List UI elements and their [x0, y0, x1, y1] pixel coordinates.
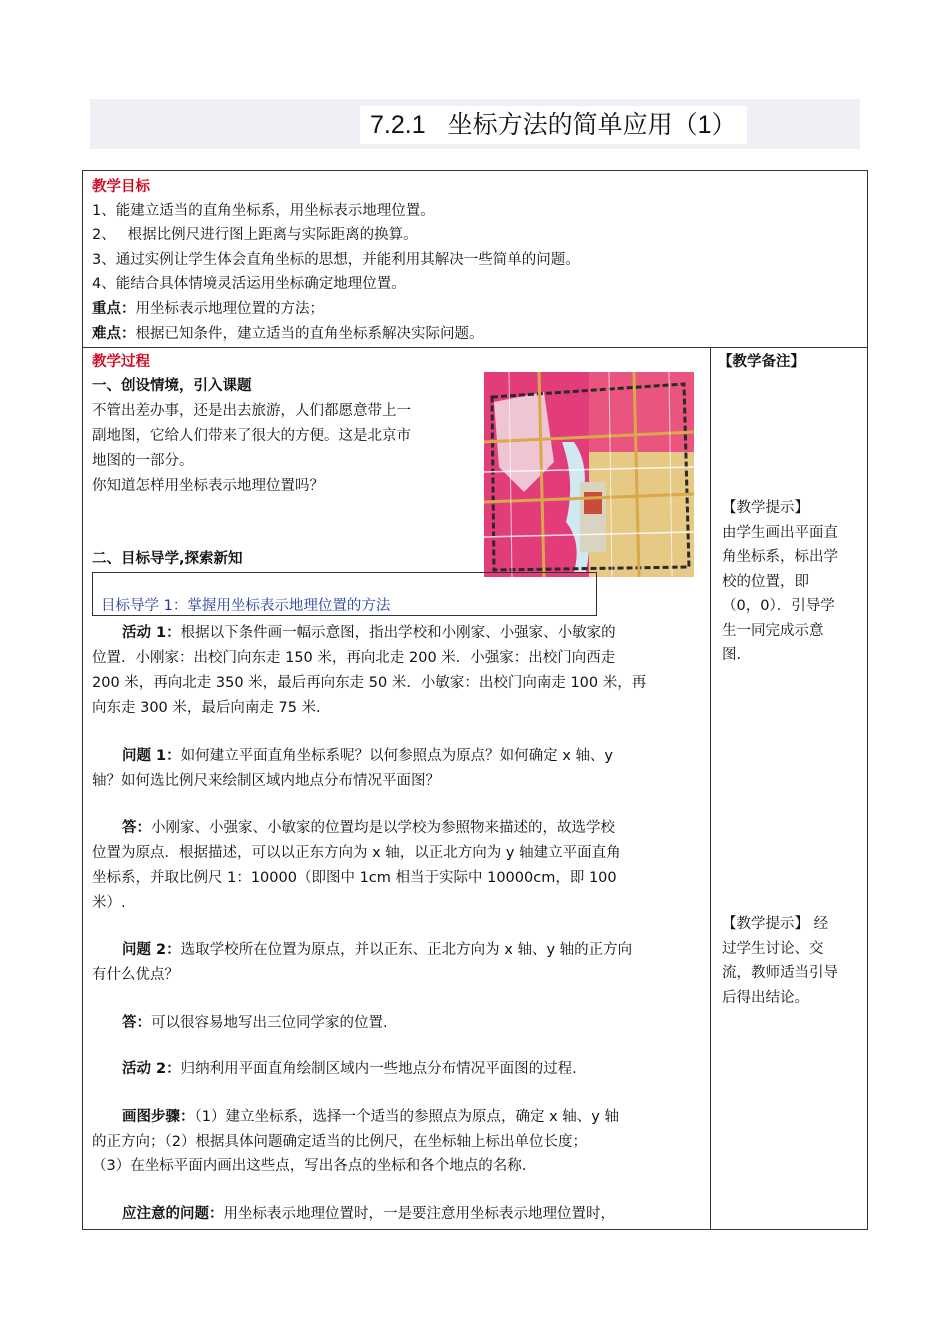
question1-text: 如何建立平面直角坐标系呢？以何参照点为原点？如何确定 x 轴、y: [180, 748, 614, 764]
column-divider: [710, 347, 711, 1230]
question1-line: 轴？如何选比例尺来绘制区域内地点分布情况平面图？: [92, 773, 440, 789]
answer1-label: 答：: [122, 820, 151, 836]
activity1-line: 向东走 300 米，最后向南走 75 米.: [92, 700, 321, 716]
activity1-label: 活动 1：: [122, 625, 181, 641]
objective-item: 3、通过实例让学生体会直角坐标的思想，并能利用其解决一些简单的问题。: [92, 252, 580, 268]
objective-item: 4、能结合具体情境灵活运用坐标确定地理位置。: [92, 276, 406, 292]
key-point-label: 重点：: [92, 301, 136, 317]
process-heading: 教学过程: [92, 354, 150, 370]
drawing-steps-text: （1）建立坐标系，选择一个适当的参照点为原点，确定 x 轴、y 轴: [194, 1109, 619, 1125]
attention-note-text: 用坐标表示地理位置时，一是要注意用坐标表示地理位置时，: [223, 1206, 615, 1222]
key-point: [92, 297, 324, 322]
page-title: [360, 106, 747, 144]
objective-item: 2、 根据比例尺进行图上距离与实际距离的换算。: [92, 227, 418, 243]
question2-line: 有什么优点？: [92, 967, 179, 983]
teaching-tip-2: [722, 912, 862, 1010]
tip-line: 过学生讨论、交: [722, 940, 824, 957]
tip-line: 后得出结论。: [722, 989, 809, 1006]
section1-heading: 一、创设情境，引入课题: [92, 378, 252, 394]
attention-note: [92, 1202, 615, 1227]
difficult-point: [92, 322, 484, 347]
attention-note-label: 应注意的问题：: [122, 1206, 224, 1222]
answer2: [92, 1011, 388, 1036]
answer1-line: 米）.: [92, 895, 126, 911]
intro-line: 地图的一部分。: [92, 453, 194, 469]
target-label: 目标导学 1：掌握用坐标表示地理位置的方法: [101, 598, 391, 614]
title-band: [90, 99, 860, 149]
tip-line: 由学生画出平面直: [722, 524, 838, 541]
answer1-line: 坐标系，并取比例尺 1：10000（即图中 1cm 相当于实际中 10000cm，即 100: [92, 870, 617, 886]
activity1-line: 位置．小刚家：出校门向东走 150 米，再向北走 200 米．小强家：出校门向西走: [92, 650, 616, 666]
drawing-steps-line: 的正方向；（2）根据具体问题确定适当的比例尺，在坐标轴上标出单位长度；: [92, 1134, 587, 1150]
intro-line: 不管出差办事，还是出去旅游，人们都愿意带上一: [92, 403, 411, 419]
answer1-line: 位置为原点．根据描述，可以以正东方向为 x 轴，以正北方向为 y 轴建立平面直角: [92, 845, 621, 861]
teaching-tip-1: [722, 496, 862, 668]
key-point-text: 用坐标表示地理位置的方法；: [135, 301, 324, 317]
difficult-point-label: 难点：: [92, 326, 136, 342]
title-text: 坐标方法的简单应用（1）: [447, 111, 737, 139]
intro-line: 你知道怎样用坐标表示地理位置吗？: [92, 478, 324, 494]
activity2: [92, 1057, 577, 1082]
section2-heading: 二、目标导学,探索新知: [92, 551, 243, 567]
difficult-point-text: 根据已知条件，建立适当的直角坐标系解决实际问题。: [135, 326, 484, 342]
drawing-steps-line: （3）在坐标平面内画出这些点，写出各点的坐标和各个地点的名称.: [92, 1158, 527, 1174]
drawing-steps-label: 画图步骤：: [122, 1109, 195, 1125]
question1: [92, 744, 613, 769]
objectives-heading: 教学目标: [92, 179, 150, 195]
question2: [92, 938, 632, 963]
tip-line: 【教学提示】: [722, 500, 809, 516]
answer1-text: 小刚家、小强家、小敏家的位置均是以学校为参照物来描述的，故选学校: [151, 820, 615, 836]
tip-line: 生一同完成示意: [722, 622, 824, 639]
answer1: [92, 816, 615, 841]
activity1-text: 根据以下条件画一幅示意图，指出学校和小刚家、小强家、小敏家的: [180, 625, 616, 641]
tip-line: 流，教师适当引导: [722, 965, 838, 981]
beijing-map-image: [484, 372, 694, 577]
tip-line: 角坐标系，标出学: [722, 549, 838, 565]
activity1-line: 200 米，再向北走 350 米，最后再向东走 50 米．小敏家：出校门向南走 100 米，再: [92, 675, 647, 691]
question2-label: 问题 2：: [122, 942, 181, 958]
drawing-steps: [92, 1105, 619, 1130]
tip-line: 【教学提示】 经: [722, 916, 829, 932]
answer2-label: 答：: [122, 1015, 151, 1031]
activity2-label: 活动 2：: [122, 1061, 181, 1077]
question1-label: 问题 1：: [122, 748, 181, 764]
intro-line: 副地图，它给人们带来了很大的方便。这是北京市: [92, 428, 411, 444]
sidebar-heading: 【教学备注】: [718, 354, 805, 370]
tip-line: （0，0）．引导学: [722, 598, 835, 614]
title-number: 7.2.1: [370, 111, 426, 139]
tip-line: 校的位置，即: [722, 573, 809, 590]
activity1: [92, 621, 616, 646]
activity2-text: 归纳利用平面直角绘制区域内一些地点分布情况平面图的过程.: [180, 1061, 577, 1077]
table-divider: [82, 347, 868, 348]
objective-item: 1、能建立适当的直角坐标系，用坐标表示地理位置。: [92, 203, 435, 219]
question2-text: 选取学校所在位置为原点，并以正东、正北方向为 x 轴、y 轴的正方向: [180, 942, 633, 958]
answer2-text: 可以很容易地写出三位同学家的位置.: [151, 1015, 388, 1031]
tip-line: 图.: [722, 647, 742, 663]
